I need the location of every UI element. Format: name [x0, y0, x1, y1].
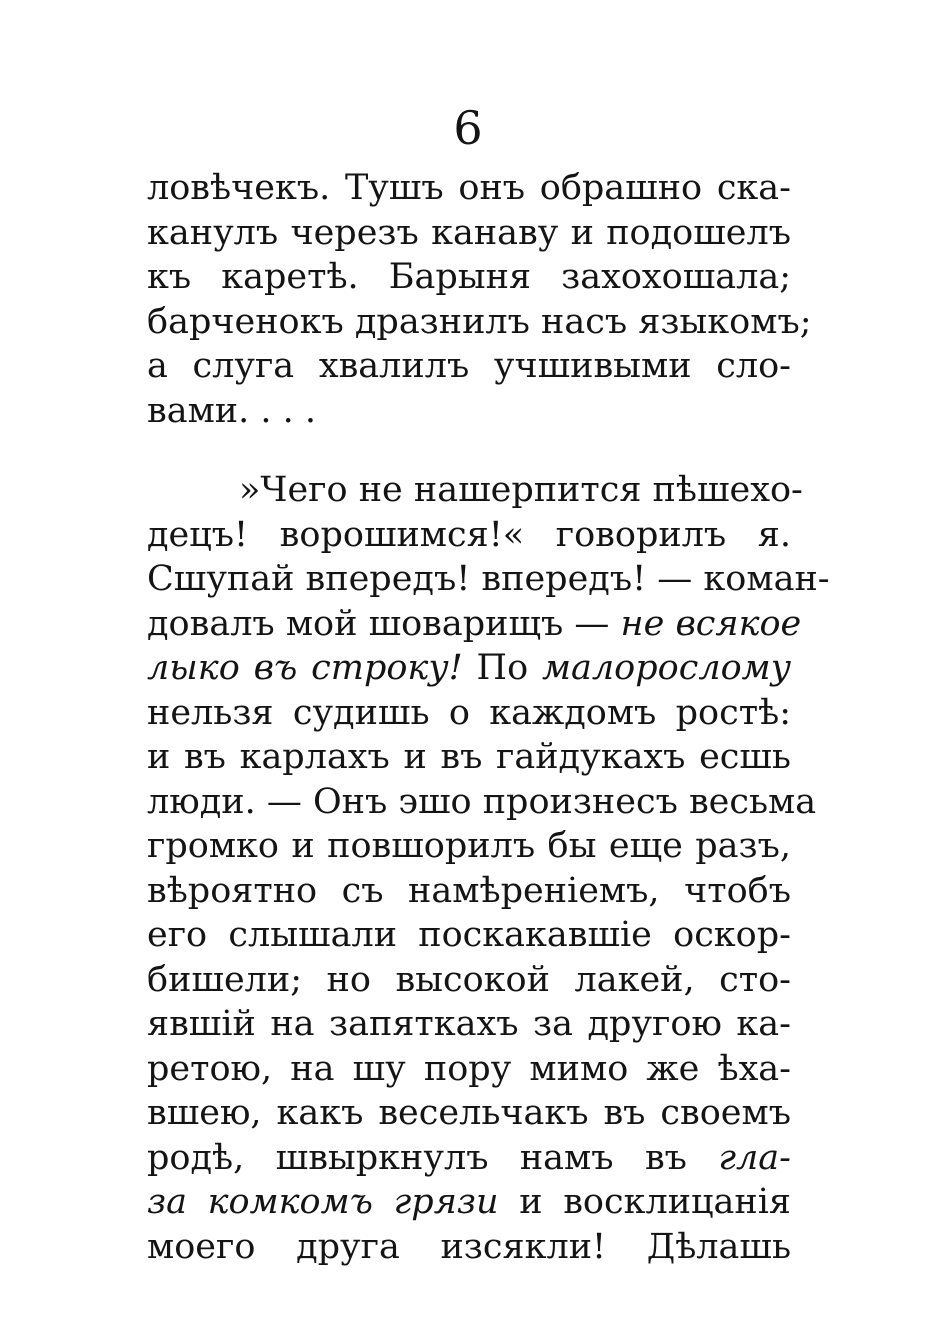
text-line [147, 513, 791, 558]
text-segment: ловѣчекъ. Тушъ онъ обрашно ска- [147, 168, 791, 208]
text-segment: и въ карлахъ и въ гайдукахъ есшь [147, 737, 791, 777]
italic-text: за комкомъ грязи [147, 1182, 499, 1222]
paragraph-2 [147, 468, 830, 1269]
text-segment: вами. . . . [147, 390, 317, 431]
text-segment: барченокъ дразнилъ насъ языкомъ; [147, 301, 812, 342]
paragraph-1 [147, 166, 812, 433]
text-line [147, 691, 791, 736]
text-segment: вѣроятно съ намѣреніемъ, чтобъ [147, 870, 791, 911]
text-line [147, 1002, 791, 1047]
text-line [147, 255, 791, 300]
italic-text: гла- [718, 1137, 791, 1178]
text-line [147, 913, 791, 958]
page-number: 6 [453, 101, 483, 155]
paragraph-gap [147, 433, 791, 468]
text-segment: и восклицанія [498, 1182, 792, 1222]
text-line [147, 557, 830, 602]
text-line [147, 211, 791, 256]
text-line [147, 1225, 791, 1270]
text-line [147, 300, 812, 345]
text-block [147, 166, 830, 1269]
text-line [147, 1047, 791, 1092]
text-line [147, 646, 791, 691]
text-line [147, 735, 791, 780]
text-line [147, 1136, 791, 1181]
text-segment: »Чего не нашерпится пѣшехо- [239, 470, 803, 510]
italic-text: не всякое [620, 603, 802, 644]
text-segment: а слуга хвалилъ учшивыми сло- [147, 346, 791, 386]
italic-text: малорослому [542, 648, 791, 688]
text-segment: явшій на запяткахъ за другою ка- [147, 1004, 791, 1044]
text-segment: люди. — Онъ эшо произнесъ весьма [147, 781, 817, 822]
text-line [147, 958, 791, 1003]
text-line [147, 468, 803, 513]
text-segment: По [462, 648, 542, 688]
text-segment: нельзя судишь о каждомъ ростѣ: [147, 692, 791, 733]
text-line [147, 602, 802, 647]
text-line [147, 1091, 791, 1136]
text-segment: Сшупай впередъ! впередъ! — коман- [147, 559, 830, 599]
text-segment: канулъ черезъ канаву и подошелъ [147, 212, 791, 253]
text-line [147, 824, 791, 869]
text-line [147, 1180, 791, 1225]
text-segment: громко и повшорилъ бы еще разъ, [147, 826, 791, 866]
italic-text: лыко въ строку! [147, 648, 463, 688]
text-segment: довалъ мой шоварищъ — [147, 603, 621, 644]
text-line [147, 344, 791, 389]
text-line [147, 389, 791, 434]
text-segment: бишели; но высокой лакей, сто- [147, 959, 791, 1000]
text-line [147, 869, 791, 914]
text-segment: къ каретѣ. Барыня захохошала; [147, 257, 791, 297]
text-segment: ретою, на шу пору мимо же ѣха- [147, 1048, 791, 1089]
text-line [147, 780, 817, 825]
text-segment: вшею, какъ весельчакъ въ своемъ [147, 1093, 791, 1133]
text-segment: децъ! ворошимся!« говорилъ я. [147, 514, 791, 555]
text-segment: моего друга изсякли! Дѣлашь [147, 1226, 791, 1267]
text-line [147, 166, 791, 211]
text-segment: родѣ, швыркнулъ намъ въ [147, 1137, 719, 1178]
text-segment: его слышали поскакавшіе оскор- [147, 915, 791, 955]
